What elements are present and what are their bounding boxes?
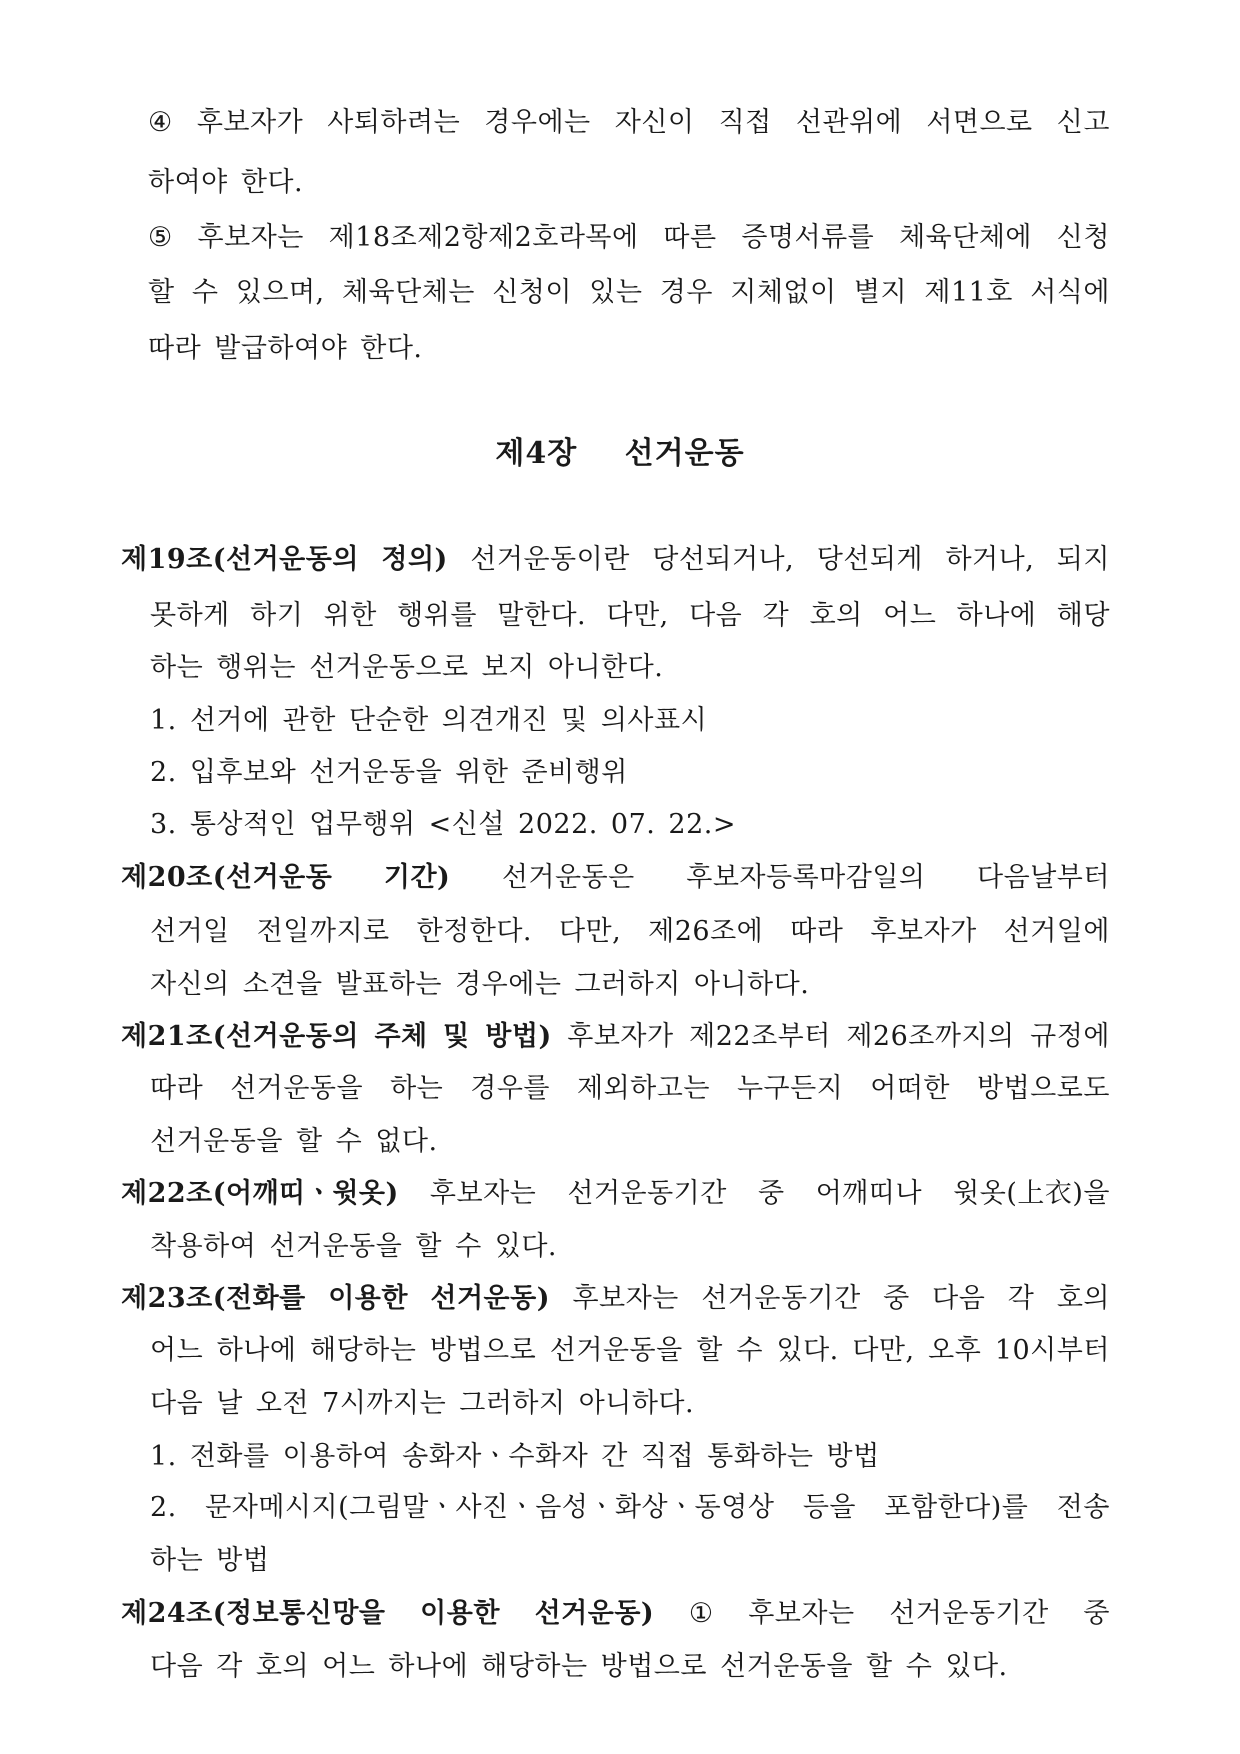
word: 2. xyxy=(150,1492,177,1523)
word: 당선되게 xyxy=(816,544,924,575)
word: 제22조부터 xyxy=(689,1021,831,1052)
word: 이용한 xyxy=(420,1598,500,1629)
word: 정의) xyxy=(381,544,448,575)
word: 제21조(선거운동의 xyxy=(121,1021,359,1052)
word: 행위를 xyxy=(397,600,477,631)
article-19-line-1 xyxy=(121,540,1110,580)
word: 서식에 xyxy=(1030,277,1110,308)
article-20-line-2 xyxy=(150,912,1110,952)
word: 포함한다)를 xyxy=(884,1492,1029,1523)
word: 중 xyxy=(757,1178,785,1209)
chapter-title: 제4장 선거운동 xyxy=(495,436,745,471)
word: 호의 xyxy=(1056,1283,1110,1314)
word: 하거나, xyxy=(945,544,1035,575)
word: 다음날부터 xyxy=(977,862,1110,893)
word: 증명서류를 xyxy=(741,222,875,253)
word: 위한 xyxy=(323,600,377,631)
word: 후보자등록마감일의 xyxy=(686,862,926,893)
word: 한정한다. xyxy=(416,916,532,947)
word: 신청 xyxy=(1056,222,1110,253)
article-24-line-1 xyxy=(121,1594,1110,1634)
article-23-item-2 xyxy=(150,1488,1110,1528)
word: 수 xyxy=(736,1335,763,1366)
word: 해당하는 xyxy=(310,1335,417,1366)
article-23-line-2-text xyxy=(150,1331,1110,1371)
word: 하나에 xyxy=(216,1335,297,1366)
word: 방법으로 xyxy=(429,1335,537,1366)
word: ④ xyxy=(148,107,173,138)
word: 신청이 xyxy=(492,277,572,308)
word: 수 xyxy=(191,277,219,308)
article-19-line-2-text xyxy=(150,596,1110,636)
word: 선거운동을 xyxy=(549,1335,683,1366)
word: 못하게 xyxy=(150,600,230,631)
article-19-item-2: 2. 입후보와 선거운동을 위한 준비행위 xyxy=(150,757,628,788)
word: 하기 xyxy=(250,600,304,631)
word: 경우를 xyxy=(470,1073,551,1104)
word: 후보자는 xyxy=(748,1598,855,1629)
word: 후보자는 xyxy=(429,1178,537,1209)
word: 등을 xyxy=(802,1492,857,1523)
article-21-line-2-text xyxy=(150,1069,1110,1109)
article-20-line-2-text xyxy=(150,912,1110,952)
word: 따라 xyxy=(790,916,844,947)
word: 후보자는 xyxy=(197,222,304,253)
word: 전일까지로 xyxy=(256,916,390,947)
word: 10시부터 xyxy=(994,1335,1110,1366)
article-22-line-2: 착용하여 선거운동을 할 수 있다. xyxy=(150,1231,557,1262)
word: 직접 xyxy=(718,107,772,138)
word: 서면으로 xyxy=(926,107,1033,138)
article-23-line-3: 다음 날 오전 7시까지는 그러하지 아니하다. xyxy=(150,1388,695,1419)
word: 되지 xyxy=(1056,544,1110,575)
word: 제18조제2항제2호라목에 xyxy=(328,222,639,253)
word: 제외하고는 xyxy=(577,1073,710,1104)
word: 전송 xyxy=(1056,1492,1110,1523)
word: 따른 xyxy=(663,222,717,253)
word: 어떠한 xyxy=(870,1073,951,1104)
word: 제23조(전화를 xyxy=(121,1283,306,1314)
word: 선거운동을 xyxy=(230,1073,364,1104)
word: 다만, xyxy=(606,600,669,631)
word: 하나에 xyxy=(956,600,1037,631)
word: 선거운동기간 xyxy=(567,1178,727,1209)
word: 당선되거나, xyxy=(652,544,795,575)
paragraph-4-line-1 xyxy=(148,103,1110,143)
word: 규정에 xyxy=(1030,1021,1110,1052)
word: 할 xyxy=(148,277,175,308)
article-19-item-1: 1. 선거에 관한 단순한 의견개진 및 의사표시 xyxy=(150,705,708,736)
word: 선관위에 xyxy=(795,107,903,138)
article-19-item-3: 3. 통상적인 업무행위 <신설 2022. 07. 22.> xyxy=(150,809,736,840)
word: 지체없이 xyxy=(730,277,837,308)
word: ① xyxy=(688,1598,714,1629)
word: 다만, xyxy=(852,1335,915,1366)
word: 자신이 xyxy=(614,107,695,138)
article-23-line-2 xyxy=(150,1331,1110,1371)
article-19-line-2 xyxy=(150,596,1110,636)
paragraph-4-line-2: 하여야 한다. xyxy=(148,167,304,198)
word: 이용한 xyxy=(328,1283,408,1314)
word: 방법으로도 xyxy=(977,1073,1110,1104)
word: 선거운동기간 xyxy=(889,1598,1049,1629)
article-24-line-2: 다음 각 호의 어느 하나에 해당하는 방법으로 선거운동을 할 수 있다. xyxy=(150,1651,1008,1682)
article-21-line-2 xyxy=(150,1069,1110,1109)
word: 제20조(선거운동 xyxy=(121,862,333,893)
word: 다만, xyxy=(558,916,622,947)
word: 선거운동기간 xyxy=(701,1283,861,1314)
word: 제19조(선거운동의 xyxy=(121,544,359,575)
paragraph-5-line-2 xyxy=(148,273,1110,313)
article-19-line-3: 하는 행위는 선거운동으로 보지 아니한다. xyxy=(150,652,664,683)
word: 후보자가 xyxy=(870,916,977,947)
word: 사퇴하려는 xyxy=(327,107,461,138)
word: 주체 xyxy=(374,1021,428,1052)
word: 선거운동) xyxy=(534,1598,655,1629)
word: 해당 xyxy=(1056,600,1110,631)
word: 각 xyxy=(762,600,790,631)
word: 누구든지 xyxy=(736,1073,844,1104)
article-23-item-2-cont: 하는 방법 xyxy=(150,1545,270,1576)
word: 후보자는 xyxy=(572,1283,679,1314)
word: 신고 xyxy=(1056,107,1110,138)
word: 후보자가 xyxy=(196,107,304,138)
word: ⑤ xyxy=(148,222,173,253)
word: 할 xyxy=(696,1335,723,1366)
word: 호의 xyxy=(809,600,863,631)
article-23-line-1 xyxy=(121,1279,1110,1319)
article-21-line-3: 선거운동을 할 수 없다. xyxy=(150,1126,438,1157)
word: 선거운동이란 xyxy=(470,544,630,575)
word: 하는 xyxy=(390,1073,444,1104)
word: 제24조(정보통신망을 xyxy=(121,1598,386,1629)
word: 문자메시지(그림말ㆍ사진ㆍ음성ㆍ화상ㆍ동영상 xyxy=(205,1492,775,1523)
word: 선거일 xyxy=(150,916,230,947)
word: 및 xyxy=(443,1021,470,1052)
article-23-item-2-text xyxy=(150,1488,1110,1528)
word: 어깨띠나 xyxy=(815,1178,923,1209)
word: 경우 xyxy=(659,277,713,308)
word: 중 xyxy=(1083,1598,1110,1629)
word: 다음 xyxy=(689,600,743,631)
word: 있다. xyxy=(776,1335,839,1366)
word: 말한다. xyxy=(497,600,587,631)
word: 제26조에 xyxy=(648,916,764,947)
word: 있는 xyxy=(589,277,643,308)
word: 후보자가 xyxy=(567,1021,674,1052)
word: 각 xyxy=(1007,1283,1035,1314)
word: 체육단체에 xyxy=(899,222,1032,253)
word: 어느 xyxy=(150,1335,204,1366)
word: 선거일에 xyxy=(1003,916,1110,947)
word: 어느 xyxy=(883,600,937,631)
article-20-line-3: 자신의 소견을 발표하는 경우에는 그러하지 아니하다. xyxy=(150,969,810,1000)
word: 윗옷(上衣)을 xyxy=(953,1178,1110,1209)
word: 중 xyxy=(883,1283,910,1314)
paragraph-5-line-3: 따라 발급하여야 한다. xyxy=(148,333,423,364)
word: 제22조(어깨띠ㆍ윗옷) xyxy=(121,1178,399,1209)
word: 다음 xyxy=(932,1283,986,1314)
article-20-line-1 xyxy=(121,858,1110,898)
word: 방법) xyxy=(485,1021,552,1052)
word: 있으며, xyxy=(235,277,325,308)
word: 별지 xyxy=(853,277,908,308)
word: 체육단체는 xyxy=(341,277,475,308)
word: 제26조까지의 xyxy=(846,1021,1015,1052)
paragraph-5-line-1 xyxy=(148,218,1110,258)
word: 따라 xyxy=(150,1073,204,1104)
article-21-line-1 xyxy=(121,1017,1110,1057)
word: 경우에는 xyxy=(484,107,591,138)
word: 오후 xyxy=(928,1335,982,1366)
word: 기간) xyxy=(383,862,451,893)
word: 선거운동) xyxy=(430,1283,550,1314)
word: 선거운동은 xyxy=(501,862,635,893)
article-22-line-1 xyxy=(121,1174,1110,1214)
word: 제11호 xyxy=(924,277,1013,308)
article-23-item-1: 1. 전화를 이용하여 송화자ㆍ수화자 간 직접 통화하는 방법 xyxy=(150,1441,880,1472)
